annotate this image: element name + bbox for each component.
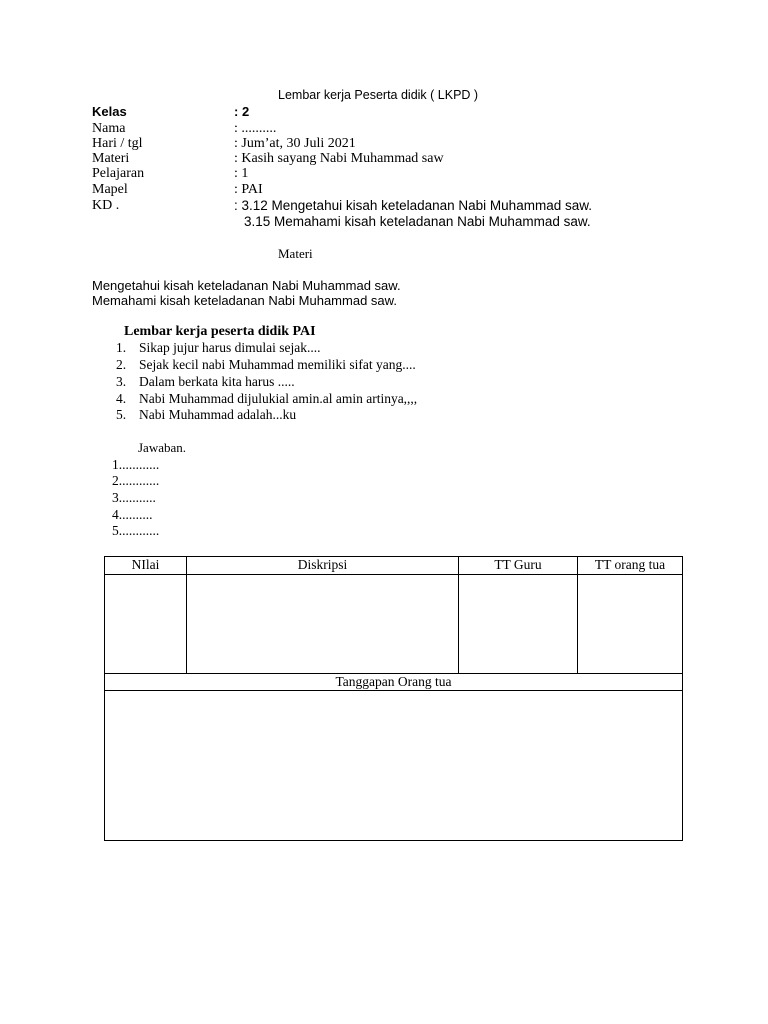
- question-text: Dalam berkata kita harus .....: [139, 374, 295, 389]
- kd-line-2: 3.15 Memahami kisah keteladanan Nabi Muhammad saw.: [244, 214, 591, 229]
- question-text: Sikap jujur harus dimulai sejak....: [139, 340, 321, 355]
- tanggapan-cell[interactable]: [105, 691, 683, 841]
- header-diskripsi: Diskripsi: [187, 557, 459, 575]
- answer-line: 2............: [112, 473, 160, 488]
- info-value-mapel: : PAI: [234, 182, 263, 197]
- table-row: [105, 575, 683, 674]
- table-header-row: [105, 557, 683, 575]
- info-value-hari: : Jum’at, 30 Juli 2021: [234, 136, 356, 151]
- question-text: Nabi Muhammad adalah...ku: [139, 407, 297, 422]
- cell-tt-orang-tua[interactable]: [578, 575, 683, 674]
- cell-nilai[interactable]: [105, 575, 187, 674]
- info-value-pelajaran: : 1: [234, 166, 249, 181]
- question-number: 2.: [116, 357, 127, 372]
- question-number: 1.: [116, 340, 127, 355]
- materi-line: Mengetahui kisah keteladanan Nabi Muhammad saw.: [92, 278, 401, 293]
- jawaban-label: Jawaban.: [138, 440, 187, 455]
- question-number: 3.: [116, 374, 127, 389]
- grading-table: [104, 556, 683, 841]
- info-value-nama: : ..........: [234, 121, 277, 136]
- answer-line: 1............: [112, 457, 160, 472]
- answer-line: 5............: [112, 523, 160, 538]
- materi-heading: Materi: [278, 246, 313, 261]
- question-text: Nabi Muhammad dijulukial amin.al amin artinya,,,,: [139, 391, 418, 406]
- lkpd-heading: Lembar kerja peserta didik PAI: [124, 324, 316, 339]
- info-label-hari: Hari / tgl: [92, 136, 143, 151]
- info-value-kelas: : 2: [234, 104, 250, 119]
- tanggapan-header-row: [105, 674, 683, 691]
- document-title: Lembar kerja Peserta didik ( LKPD ): [278, 88, 479, 102]
- cell-diskripsi[interactable]: [187, 575, 459, 674]
- info-label-kelas: Kelas: [92, 104, 127, 119]
- answer-line: 3...........: [112, 490, 156, 505]
- question-text: Sejak kecil nabi Muhammad memiliki sifat yang....: [139, 357, 416, 372]
- info-value-kd: : 3.12 Mengetahui kisah keteladanan Nabi Muhammad saw.: [234, 198, 592, 213]
- info-label-materi: Materi: [92, 151, 130, 166]
- tanggapan-row: [105, 691, 683, 841]
- info-label-mapel: Mapel: [92, 182, 128, 197]
- question-number: 5.: [116, 407, 127, 422]
- materi-line: Memahami kisah keteladanan Nabi Muhammad saw.: [92, 293, 397, 308]
- answer-line: 4..........: [112, 507, 153, 522]
- header-tt-guru: TT Guru: [459, 557, 578, 575]
- info-label-kd: KD .: [92, 198, 120, 213]
- info-label-nama: Nama: [92, 121, 126, 136]
- info-label-pelajaran: Pelajaran: [92, 166, 145, 181]
- question-number: 4.: [116, 391, 127, 406]
- tanggapan-label: Tanggapan Orang tua: [105, 674, 683, 691]
- header-tt-orang-tua: TT orang tua: [578, 557, 683, 575]
- info-value-materi: : Kasih sayang Nabi Muhammad saw: [234, 151, 444, 166]
- cell-tt-guru[interactable]: [459, 575, 578, 674]
- header-nilai: NIlai: [105, 557, 187, 575]
